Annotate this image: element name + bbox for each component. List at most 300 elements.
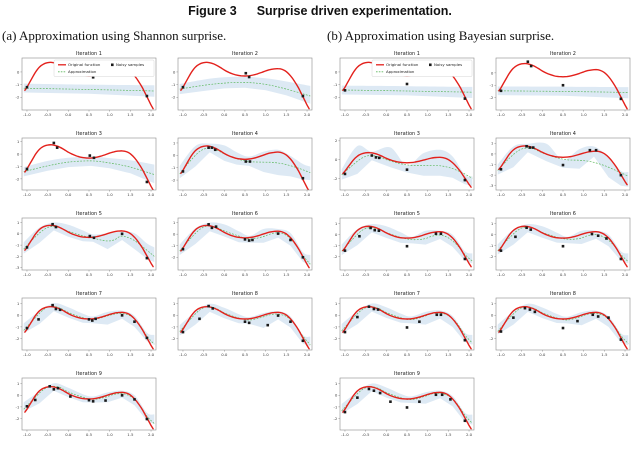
y-tick-label: -2 <box>333 254 338 260</box>
y-tick-label: -2 <box>15 253 20 259</box>
noisy-sample-marker <box>591 313 594 316</box>
noisy-sample-marker <box>525 226 528 229</box>
subplot-b-iteration-8 <box>482 288 638 368</box>
x-tick-label: 0.5 <box>85 272 93 278</box>
x-tick-label: 1.0 <box>424 352 431 358</box>
noisy-sample-marker <box>534 311 537 314</box>
noisy-sample-marker <box>500 330 503 333</box>
y-tick-label: 0 <box>490 312 494 318</box>
x-tick-label: 1.0 <box>262 272 269 278</box>
x-tick-label: 1.5 <box>445 432 452 438</box>
noisy-sample-marker <box>198 318 201 321</box>
x-tick-label: 0.0 <box>539 272 546 278</box>
y-tick-label: 1 <box>334 381 338 387</box>
noisy-sample-marker <box>146 95 149 98</box>
legend-label: Original function <box>386 62 419 68</box>
subplot-a-iteration-2 <box>164 48 320 128</box>
x-tick-label: 0.0 <box>383 192 390 198</box>
noisy-sample-marker <box>26 168 29 171</box>
y-tick-label: 0 <box>172 152 176 158</box>
noisy-sample-marker <box>207 223 210 226</box>
y-tick-label: -1 <box>489 243 494 249</box>
x-tick-label: 1.0 <box>580 192 587 198</box>
noisy-sample-marker <box>368 388 371 391</box>
x-tick-label: -1.0 <box>341 432 349 438</box>
x-tick-label: -1.0 <box>23 272 31 278</box>
x-tick-label: 1.0 <box>106 112 113 118</box>
x-tick-label: 1.5 <box>283 352 290 358</box>
x-tick-label: -1.0 <box>179 112 187 118</box>
y-tick-label: 0 <box>16 151 20 157</box>
x-tick-label: 1.0 <box>262 192 269 198</box>
noisy-sample-marker <box>620 338 623 341</box>
subplot-title: Iteration 4 <box>550 131 576 138</box>
y-tick-label: -2 <box>15 176 20 182</box>
noisy-sample-marker <box>375 156 378 159</box>
noisy-sample-marker <box>406 83 409 86</box>
y-tick-label: -3 <box>15 265 20 271</box>
confidence-band <box>24 222 155 262</box>
noisy-sample-marker <box>530 65 533 68</box>
x-tick-label: 2.0 <box>465 112 473 118</box>
subplot-a-iteration-7 <box>8 288 164 368</box>
noisy-sample-marker <box>244 238 247 241</box>
plot-area <box>498 224 629 267</box>
x-tick-label: -0.5 <box>199 192 208 198</box>
x-tick-label: 0.0 <box>383 352 390 358</box>
x-tick-label: -1.0 <box>23 192 31 198</box>
x-tick-label: 1.0 <box>262 352 269 358</box>
x-tick-label: 1.0 <box>106 192 113 198</box>
y-tick-label: -2 <box>333 335 338 341</box>
noisy-sample-marker <box>214 148 217 151</box>
noisy-sample-marker <box>435 313 438 316</box>
x-tick-label: 1.5 <box>127 192 134 198</box>
y-tick-label: 0 <box>16 312 20 318</box>
noisy-sample-marker <box>69 395 72 398</box>
plot-area <box>180 143 311 191</box>
noisy-sample-marker <box>597 234 600 237</box>
noisy-sample-marker <box>289 320 292 323</box>
noisy-sample-marker <box>464 419 467 422</box>
plot-area <box>24 383 155 429</box>
x-tick-label: 0.0 <box>383 432 390 438</box>
y-tick-label: -2 <box>489 172 494 178</box>
x-tick-label: 2.0 <box>147 432 155 438</box>
confidence-band <box>342 224 473 263</box>
noisy-sample-marker <box>418 400 421 403</box>
noisy-sample-marker <box>211 146 214 149</box>
noisy-sample-marker <box>88 318 91 321</box>
noisy-sample-marker <box>435 393 438 396</box>
noisy-sample-marker <box>620 174 623 177</box>
subplot-b-iteration-1 <box>326 48 482 128</box>
x-tick-label: -0.5 <box>361 352 370 358</box>
subplot-a-iteration-4 <box>164 128 320 208</box>
noisy-sample-marker <box>104 399 107 402</box>
confidence-band <box>24 303 155 345</box>
noisy-sample-marker <box>440 232 443 235</box>
x-tick-label: -0.5 <box>517 272 526 278</box>
noisy-sample-marker <box>277 232 280 235</box>
y-tick-label: 2 <box>334 138 338 144</box>
panel-a-grid <box>8 48 320 448</box>
figure-caption <box>0 0 640 28</box>
noisy-sample-marker <box>524 307 527 310</box>
noisy-sample-marker <box>211 307 214 310</box>
x-tick-label: 0.0 <box>221 192 228 198</box>
noisy-sample-marker <box>57 387 60 390</box>
x-tick-label: 1.5 <box>445 352 452 358</box>
noisy-sample-marker <box>277 314 280 317</box>
noisy-sample-marker <box>368 305 371 308</box>
x-tick-label: 0.5 <box>241 352 249 358</box>
x-tick-label: -1.0 <box>341 352 349 358</box>
noisy-sample-marker <box>378 229 381 232</box>
subplot-a-iteration-9 <box>8 368 164 448</box>
noisy-sample-marker <box>576 320 579 323</box>
x-tick-label: 0.0 <box>539 112 546 118</box>
y-tick-label: -1 <box>489 324 494 330</box>
noisy-sample-marker <box>441 393 444 396</box>
noisy-sample-marker <box>562 245 565 248</box>
noisy-sample-marker <box>26 327 29 330</box>
noisy-sample-marker <box>418 320 421 323</box>
x-tick-label: -1.0 <box>23 352 31 358</box>
panel-labels-row <box>0 28 640 48</box>
noisy-sample-marker <box>93 236 96 239</box>
noisy-sample-marker <box>373 389 376 392</box>
noisy-sample-marker <box>34 399 37 402</box>
plot-area <box>498 143 629 187</box>
noisy-sample-marker <box>562 84 565 87</box>
noisy-sample-marker <box>245 72 248 75</box>
x-tick-label: 2.0 <box>465 432 473 438</box>
x-tick-label: -0.5 <box>43 432 52 438</box>
noisy-sample-marker <box>249 160 252 163</box>
y-tick-label: -1 <box>333 243 338 249</box>
subplot-b-iteration-6 <box>482 208 638 288</box>
noisy-sample-marker <box>88 399 91 402</box>
x-tick-label: 2.0 <box>303 352 311 358</box>
y-tick-label: -1 <box>489 161 494 167</box>
y-tick-label: -1 <box>15 163 20 169</box>
x-tick-label: 1.5 <box>445 192 452 198</box>
noisy-sample-marker <box>607 316 610 319</box>
noisy-sample-marker <box>51 223 54 226</box>
plot-area <box>498 304 629 349</box>
plot-area <box>24 222 155 266</box>
noisy-sample-marker <box>248 322 251 325</box>
y-tick-label: -1 <box>171 82 176 88</box>
noisy-sample-marker <box>406 326 409 329</box>
noisy-sample-marker <box>379 392 382 395</box>
noisy-sample-marker <box>146 181 149 184</box>
noisy-sample-marker <box>356 396 359 399</box>
noisy-sample-marker <box>289 239 292 242</box>
x-tick-label: 0.0 <box>221 272 228 278</box>
noisy-sample-marker <box>562 164 565 167</box>
x-tick-label: -0.5 <box>361 112 370 118</box>
plot-area <box>342 383 473 428</box>
subplot-title: Iteration 8 <box>550 291 576 298</box>
y-tick-label: -1 <box>15 242 20 248</box>
x-tick-label: 1.5 <box>601 112 608 118</box>
subplot-title: Iteration 5 <box>394 211 420 218</box>
noisy-sample-marker <box>59 308 62 311</box>
noisy-sample-marker <box>302 177 305 180</box>
x-tick-label: 0.5 <box>403 272 411 278</box>
x-tick-label: 0.5 <box>559 112 567 118</box>
x-tick-label: 0.5 <box>403 432 411 438</box>
x-tick-label: 0.5 <box>559 272 567 278</box>
noisy-sample-marker <box>94 318 97 321</box>
plot-area <box>180 304 311 349</box>
x-tick-label: 0.5 <box>241 192 249 198</box>
x-tick-label: 1.0 <box>424 112 431 118</box>
figure-body <box>0 48 640 448</box>
confidence-band <box>342 303 473 344</box>
y-tick-label: 0 <box>16 392 20 398</box>
y-tick-label: -3 <box>489 183 494 189</box>
y-tick-label: -1 <box>333 82 338 88</box>
y-tick-label: -2 <box>15 415 20 421</box>
noisy-sample-marker <box>248 239 251 242</box>
confidence-band <box>498 87 629 99</box>
x-tick-label: -0.5 <box>361 272 370 278</box>
x-tick-label: 1.0 <box>580 272 587 278</box>
noisy-sample-marker <box>215 225 218 228</box>
x-tick-label: 1.0 <box>424 272 431 278</box>
x-tick-label: 2.0 <box>621 112 629 118</box>
x-tick-label: 2.0 <box>621 192 629 198</box>
x-tick-label: 0.5 <box>241 272 249 278</box>
subplot-title: Iteration 2 <box>232 51 258 58</box>
noisy-sample-marker <box>37 318 40 321</box>
y-tick-label: -2 <box>333 415 338 421</box>
confidence-band <box>342 383 473 424</box>
noisy-sample-marker <box>525 145 528 148</box>
x-tick-label: -1.0 <box>23 112 31 118</box>
x-tick-label: 2.0 <box>303 192 311 198</box>
x-tick-label: 0.5 <box>559 192 567 198</box>
y-tick-label: -2 <box>333 176 338 182</box>
x-tick-label: 0.5 <box>403 352 411 358</box>
noisy-sample-marker <box>406 406 409 409</box>
noisy-sample-marker <box>514 236 517 239</box>
noisy-sample-marker <box>344 249 347 252</box>
noisy-sample-marker <box>589 149 592 152</box>
x-tick-label: 2.0 <box>147 192 155 198</box>
y-tick-label: 1 <box>16 381 20 387</box>
confidence-band <box>24 157 155 184</box>
y-tick-label: 0 <box>16 231 20 237</box>
x-tick-label: 0.0 <box>383 112 390 118</box>
y-tick-label: -1 <box>15 404 20 410</box>
x-tick-label: -0.5 <box>517 192 526 198</box>
noisy-sample-marker <box>344 173 347 176</box>
y-tick-label: 0 <box>16 69 20 75</box>
subplot-title: Iteration 1 <box>394 51 420 58</box>
noisy-sample-marker <box>378 157 381 160</box>
x-tick-label: 0.0 <box>65 432 72 438</box>
noisy-sample-marker <box>248 76 251 79</box>
x-tick-label: -1.0 <box>497 272 505 278</box>
noisy-sample-marker <box>211 227 214 230</box>
subplot-title: Iteration 6 <box>550 211 576 218</box>
y-tick-label: 0 <box>490 151 494 157</box>
noisy-sample-marker <box>55 308 58 311</box>
y-tick-label: 1 <box>490 301 494 307</box>
plot-area <box>342 145 473 187</box>
x-tick-label: -1.0 <box>179 192 187 198</box>
x-tick-label: 1.5 <box>283 272 290 278</box>
x-tick-label: -0.5 <box>43 272 52 278</box>
y-tick-label: 1 <box>490 140 494 146</box>
noisy-sample-marker <box>527 60 530 63</box>
x-tick-label: 0.0 <box>65 272 72 278</box>
y-tick-label: 0 <box>490 70 494 76</box>
noisy-sample-marker <box>182 331 185 334</box>
subplot-title: Iteration 2 <box>550 51 576 58</box>
y-tick-label: -1 <box>489 82 494 88</box>
y-tick-label: -1 <box>171 243 176 249</box>
x-tick-label: 1.5 <box>283 192 290 198</box>
legend-label: Original function <box>68 62 101 68</box>
x-tick-label: 0.0 <box>65 352 72 358</box>
noisy-sample-marker <box>369 227 372 230</box>
noisy-sample-marker <box>26 405 29 408</box>
subplot-a-iteration-5 <box>8 208 164 288</box>
plot-area <box>498 60 629 108</box>
noisy-sample-marker <box>146 257 149 260</box>
x-tick-label: 1.5 <box>445 112 452 118</box>
noisy-sample-marker <box>93 157 96 160</box>
noisy-sample-marker <box>500 249 503 252</box>
x-tick-label: 1.0 <box>106 432 113 438</box>
x-tick-label: -0.5 <box>199 112 208 118</box>
plot-area <box>342 224 473 267</box>
noisy-sample-marker <box>373 229 376 232</box>
subplot-a-iteration-1 <box>8 48 164 128</box>
y-tick-label: 0 <box>334 231 338 237</box>
noisy-sample-marker <box>358 235 361 238</box>
x-tick-label: -1.0 <box>341 272 349 278</box>
plot-area <box>24 142 155 190</box>
noisy-sample-marker <box>48 385 51 388</box>
y-tick-label: 1 <box>490 220 494 226</box>
x-tick-label: 1.5 <box>283 112 290 118</box>
x-tick-label: 0.0 <box>221 352 228 358</box>
x-tick-label: 0.5 <box>85 192 93 198</box>
noisy-sample-marker <box>406 168 409 171</box>
noisy-sample-marker <box>377 308 380 311</box>
x-tick-label: -0.5 <box>517 352 526 358</box>
y-tick-label: -2 <box>15 335 20 341</box>
y-tick-label: 0 <box>172 69 176 75</box>
subplot-b-iteration-5 <box>326 208 482 288</box>
noisy-sample-marker <box>529 228 532 231</box>
confidence-band <box>24 84 155 97</box>
confidence-band <box>342 145 473 186</box>
x-tick-label: 2.0 <box>147 272 155 278</box>
x-tick-label: -1.0 <box>23 432 31 438</box>
y-tick-label: 1 <box>334 220 338 226</box>
x-tick-label: 0.0 <box>221 112 228 118</box>
y-tick-label: -2 <box>333 94 338 100</box>
noisy-sample-marker <box>344 411 347 414</box>
y-tick-label: 0 <box>334 69 338 75</box>
subplot-title: Iteration 9 <box>76 371 102 378</box>
y-tick-label: -2 <box>489 95 494 101</box>
x-tick-label: -1.0 <box>497 112 505 118</box>
x-tick-label: 1.5 <box>601 192 608 198</box>
y-tick-label: 0 <box>334 312 338 318</box>
x-tick-label: 1.5 <box>601 352 608 358</box>
x-tick-label: -0.5 <box>43 112 52 118</box>
subplot-title: Iteration 1 <box>76 51 102 58</box>
x-tick-label: 1.5 <box>127 432 134 438</box>
y-tick-label: 0 <box>490 231 494 237</box>
y-tick-label: -2 <box>489 335 494 341</box>
x-tick-label: 1.0 <box>424 192 431 198</box>
subplot-title: Iteration 9 <box>394 371 420 378</box>
x-tick-label: 1.5 <box>127 272 134 278</box>
x-tick-label: 0.0 <box>65 112 72 118</box>
noisy-sample-marker <box>53 388 56 391</box>
noisy-sample-marker <box>26 86 29 89</box>
noisy-sample-marker <box>532 146 535 149</box>
y-tick-label: 1 <box>16 301 20 307</box>
noisy-sample-marker <box>121 233 124 236</box>
subplot-b-iteration-2 <box>482 48 638 128</box>
x-tick-label: 1.5 <box>445 272 452 278</box>
legend-label: Approximation <box>386 69 415 75</box>
panel-b-grid <box>326 48 638 448</box>
noisy-sample-marker <box>182 248 185 251</box>
noisy-sample-marker <box>500 90 503 93</box>
x-tick-label: 0.0 <box>539 192 546 198</box>
panel-b-label: (b) Approximation using Bayesian surprise. <box>326 28 555 43</box>
noisy-sample-marker <box>251 239 254 242</box>
subplot-b-iteration-4 <box>482 128 638 208</box>
x-tick-label: 2.0 <box>465 272 473 278</box>
x-tick-label: 1.5 <box>601 272 608 278</box>
x-tick-label: -1.0 <box>497 352 505 358</box>
subplot-title: Iteration 4 <box>232 131 258 138</box>
confidence-band <box>498 224 629 263</box>
x-tick-label: 0.5 <box>403 192 411 198</box>
noisy-sample-marker <box>146 337 149 340</box>
x-tick-label: 1.5 <box>127 352 134 358</box>
plot-area <box>342 303 473 348</box>
noisy-sample-marker <box>464 97 467 100</box>
plot-area <box>24 303 155 349</box>
y-tick-label: -1 <box>15 82 20 88</box>
y-tick-label: -1 <box>333 404 338 410</box>
x-tick-label: 1.5 <box>127 112 134 118</box>
x-tick-label: 2.0 <box>621 272 629 278</box>
noisy-sample-marker <box>591 233 594 236</box>
noisy-sample-marker <box>500 168 503 171</box>
noisy-sample-marker <box>121 394 124 397</box>
figure-title: Surprise driven experimentation. <box>256 4 452 18</box>
x-tick-label: 1.0 <box>106 272 113 278</box>
x-tick-label: -0.5 <box>43 352 52 358</box>
noisy-sample-marker <box>245 160 248 163</box>
noisy-sample-marker <box>435 232 438 235</box>
noisy-sample-marker <box>449 398 452 401</box>
